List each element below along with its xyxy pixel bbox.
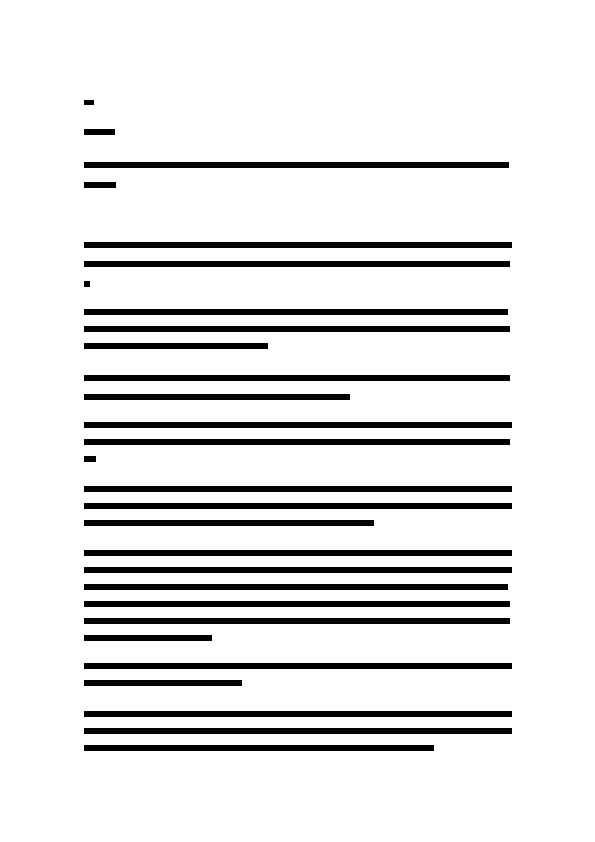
text-line [84, 503, 512, 509]
text-line [84, 520, 374, 526]
text-line [84, 343, 268, 349]
text-line [84, 242, 512, 248]
text-line [84, 711, 512, 717]
text-line [84, 728, 512, 734]
text-line [84, 261, 510, 267]
text-line [84, 567, 512, 573]
heading [84, 129, 115, 135]
text-line [84, 375, 510, 381]
text-line [84, 394, 350, 400]
text-line [84, 635, 212, 641]
text-line [84, 326, 510, 332]
text-line [84, 281, 90, 287]
header-mark [84, 100, 94, 105]
text-line [84, 439, 510, 445]
text-line [84, 486, 512, 492]
text-line [84, 618, 510, 624]
text-line [84, 162, 509, 168]
text-line [84, 601, 510, 607]
text-line [84, 456, 96, 462]
text-line [84, 663, 512, 669]
text-line [84, 584, 508, 590]
text-line [84, 680, 242, 686]
text-line [84, 422, 512, 428]
text-line [84, 550, 512, 556]
text-line [84, 309, 508, 315]
text-line [84, 182, 116, 188]
text-line [84, 745, 434, 751]
